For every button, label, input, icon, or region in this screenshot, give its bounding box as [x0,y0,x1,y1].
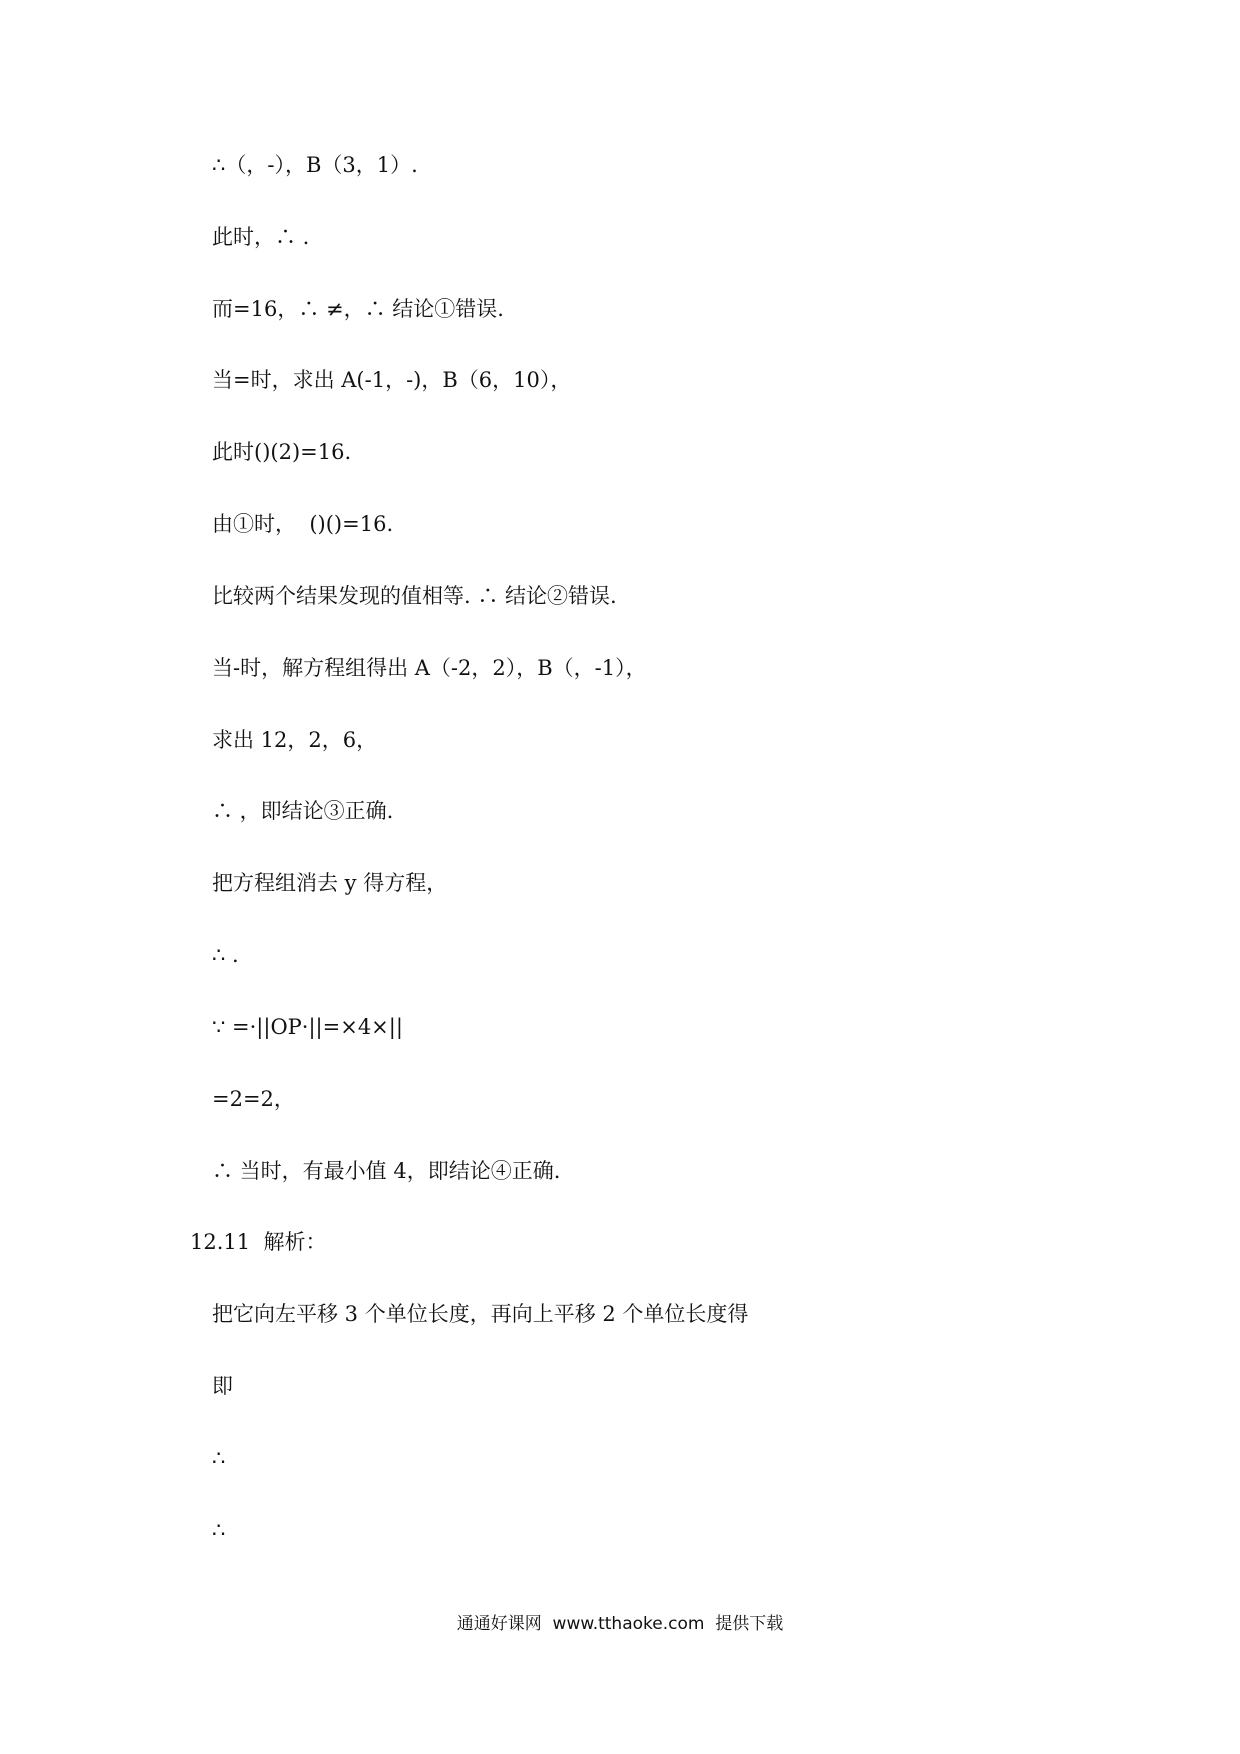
solution-line: 当=时，求出 A(-1，-)，B（6，10）， [212,368,572,392]
solution-line: 由①时， ()()=16. [212,512,394,536]
solution-line: ∴（，-），B（3，1）. [212,153,418,177]
solution-line: =2=2， [212,1087,295,1111]
solution-line: 求出 12，2，6， [212,728,378,752]
solution-line: ∵ =·||OP·||=×4×|| [212,1015,403,1039]
solution-line: ∴ . [212,943,239,967]
solution-line: 此时()(2)=16. [212,440,352,464]
solution-line: 把它向左平移 3 个单位长度，再向上平移 2 个单位长度得 [212,1302,749,1326]
solution-line: 此时，∴ . [212,225,310,249]
solution-line: 当-时，解方程组得出 A（-2，2），B（，-1）， [212,656,647,680]
page-footer: 通通好课网 www.tthaoke.com 提供下载 [456,1614,784,1634]
problem-heading: 12.11 解析： [190,1230,327,1254]
solution-line: 即 [212,1374,233,1398]
solution-line: 比较两个结果发现的值相等. ∴ 结论②错误. [212,584,617,608]
solution-line: ∴ [212,1446,226,1470]
solution-line: ∴ 当时，有最小值 4，即结论④正确. [212,1159,561,1183]
solution-line: ∴ [212,1518,226,1542]
solution-line: 把方程组消去 y 得方程， [212,871,448,895]
solution-line: ∴ ，即结论③正确. [212,799,394,823]
solution-line: 而=16，∴ ≠，∴ 结论①错误. [212,297,504,321]
